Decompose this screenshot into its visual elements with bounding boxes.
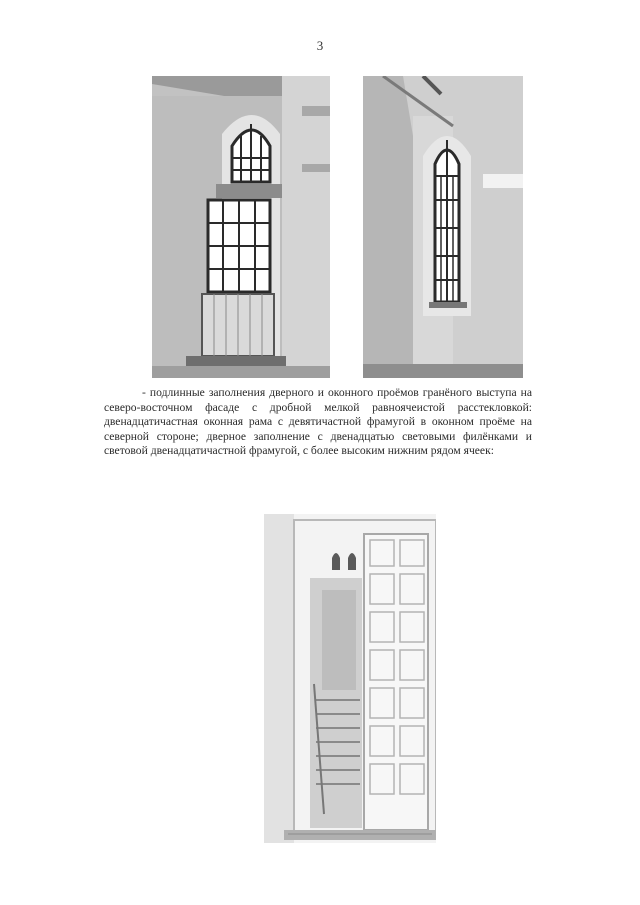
photo-window-with-door-image (152, 76, 330, 378)
photo-arched-window (363, 76, 523, 378)
photo-window-with-door (152, 76, 330, 378)
photo-glazed-door-image (264, 514, 436, 843)
page-number: 3 (316, 38, 324, 53)
photo-glazed-door (264, 514, 436, 843)
body-paragraph: - подлинные заполнения дверного и оконного проёмов гранёного выступа на северо-восточном фасаде с дробной мелкой равноячеистой расстекловкой: двенадцатичастная оконная рама с девятичастной фрамугой в оконном проёме на северной стороне; дверное заполнение с двенадцатью световыми филёнками и световой двенадцатичастной фрамугой, с более высоким нижним рядом ячеек: (104, 386, 532, 458)
photo-arched-window-image (363, 76, 523, 378)
